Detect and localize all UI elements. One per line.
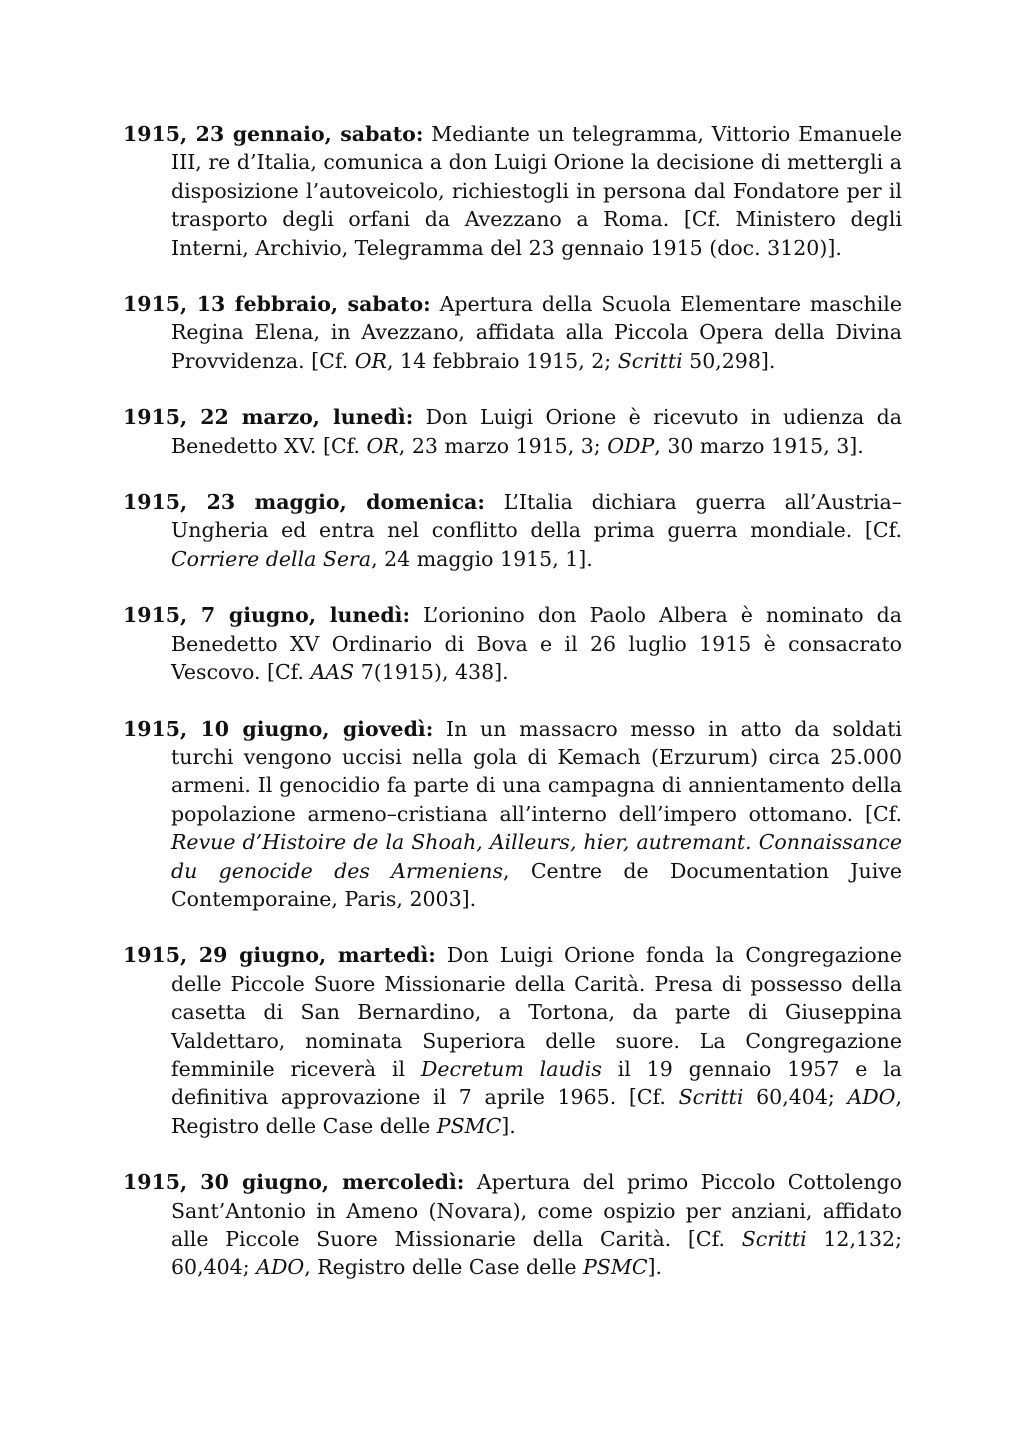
entry-text: Don Luigi Orione fonda la Congregazione delle Piccole Suore Missionarie della Carità. Presa di possesso della casetta di San Bernardino, a Tortona, da parte di Giuseppina Valdettaro, nominata Superiora delle suore. La Congregazione femminile riceverà il	[171, 943, 902, 1081]
source-abbreviation: OR	[354, 348, 387, 373]
chronology-entry	[123, 290, 902, 375]
entry-date: 1915, 13 febbraio, sabato:	[123, 292, 431, 317]
source-abbreviation: ADO	[256, 1255, 305, 1280]
chronology-entry	[123, 941, 902, 1140]
source-title: Corriere della Sera	[171, 546, 372, 571]
entry-text: , Registro delle Case delle	[304, 1255, 584, 1280]
entry-text: , 23 marzo 1915, 3;	[398, 433, 608, 458]
entry-text: , Centre de Documentation Juive Contemporaine, Paris, 2003].	[171, 858, 902, 911]
entry-date: 1915, 7 giugno, lunedì:	[123, 603, 411, 628]
source-title: Revue d’Histoire de la Shoah, Ailleurs, hier, autremant. Connaissance du genocide des Armeniens	[171, 830, 902, 883]
source-abbreviation: PSMC	[436, 1113, 502, 1138]
entry-date: 1915, 30 giugno, mercoledì:	[123, 1170, 465, 1195]
chronology-entry	[123, 120, 902, 262]
entry-text: 7(1915), 438].	[354, 660, 509, 685]
entry-text: , Registro delle Case delle	[171, 1085, 902, 1138]
entry-text: 50,298].	[682, 348, 776, 373]
chronology-entry	[123, 715, 902, 914]
entry-text: 12,132; 60,404;	[171, 1227, 903, 1280]
entry-text: ].	[647, 1255, 663, 1280]
source-title: Scritti	[617, 348, 683, 373]
entry-text: Apertura del primo Piccolo Cottolengo Sant’Antonio in Ameno (Novara), come ospizio per anziani, affidato alle Piccole Suore Missionarie della Carità. [Cf.	[171, 1170, 902, 1251]
entry-text: Apertura della Scuola Elementare maschile Regina Elena, in Avezzano, affidata alla Piccola Opera della Divina Provvidenza. [Cf.	[171, 292, 902, 373]
entry-date: 1915, 23 maggio, domenica:	[123, 490, 485, 515]
source-abbreviation: ODP	[607, 433, 655, 458]
entry-date: 1915, 22 marzo, lunedì:	[123, 405, 414, 430]
chronology-entry	[123, 1168, 902, 1282]
source-title: Scritti	[741, 1227, 807, 1251]
source-abbreviation: PSMC	[583, 1255, 648, 1280]
entry-text: ].	[501, 1113, 516, 1138]
chronology-entry	[123, 601, 902, 686]
entry-text: , 14 febbraio 1915, 2;	[387, 348, 618, 373]
source-abbreviation: OR	[366, 433, 399, 458]
entry-text: il 19 gennaio 1957 e la definitiva approvazione il 7 aprile 1965. [Cf.	[171, 1056, 902, 1110]
chronology-entry	[123, 488, 902, 573]
source-title: Decretum laudis	[420, 1056, 602, 1081]
entry-date: 1915, 29 giugno, martedì:	[123, 943, 436, 968]
chronology-page	[123, 120, 902, 1310]
entry-text: 60,404;	[743, 1085, 848, 1110]
entry-text: L’Italia dichiara guerra all’Austria–Ungheria ed entra nel conflitto della prima guerra mondiale. [Cf.	[171, 490, 903, 543]
chronology-entry	[123, 403, 902, 460]
source-title: Scritti	[678, 1085, 744, 1110]
entry-text: L’orionino don Paolo Albera è nominato da Benedetto XV Ordinario di Bova e il 26 luglio 1915 è consacrato Vescovo. [Cf.	[171, 603, 902, 685]
entry-text: In un massacro messo in atto da soldati turchi vengono uccisi nella gola di Kemach (Erzurum) circa 25.000 armeni. Il genocidio fa parte di una campagna di annientamento della popolazione armeno–cristiana all’interno dell’impero ottomano. [Cf.	[171, 716, 902, 826]
source-abbreviation: ADO	[847, 1085, 896, 1110]
entry-text: Mediante un telegramma, Vittorio Emanuele III, re d’Italia, comunica a don Luigi Orione la decisione di mettergli a disposizione l’autoveicolo, richiestogli in persona dal Fondatore per il trasporto degli orfani da Avezzano a Roma. [Cf. Ministero degli Interni, Archivio, Telegramma del 23 gennaio 1915 (doc. 3120)].	[171, 122, 902, 260]
source-abbreviation: AAS	[310, 660, 355, 685]
entry-date: 1915, 23 gennaio, sabato:	[123, 122, 424, 146]
entry-text: , 30 marzo 1915, 3].	[654, 433, 864, 458]
entry-text: , 24 maggio 1915, 1].	[371, 546, 593, 571]
entry-date: 1915, 10 giugno, giovedì:	[123, 716, 434, 741]
entry-text: Don Luigi Orione è ricevuto in udienza da Benedetto XV. [Cf.	[171, 405, 903, 458]
